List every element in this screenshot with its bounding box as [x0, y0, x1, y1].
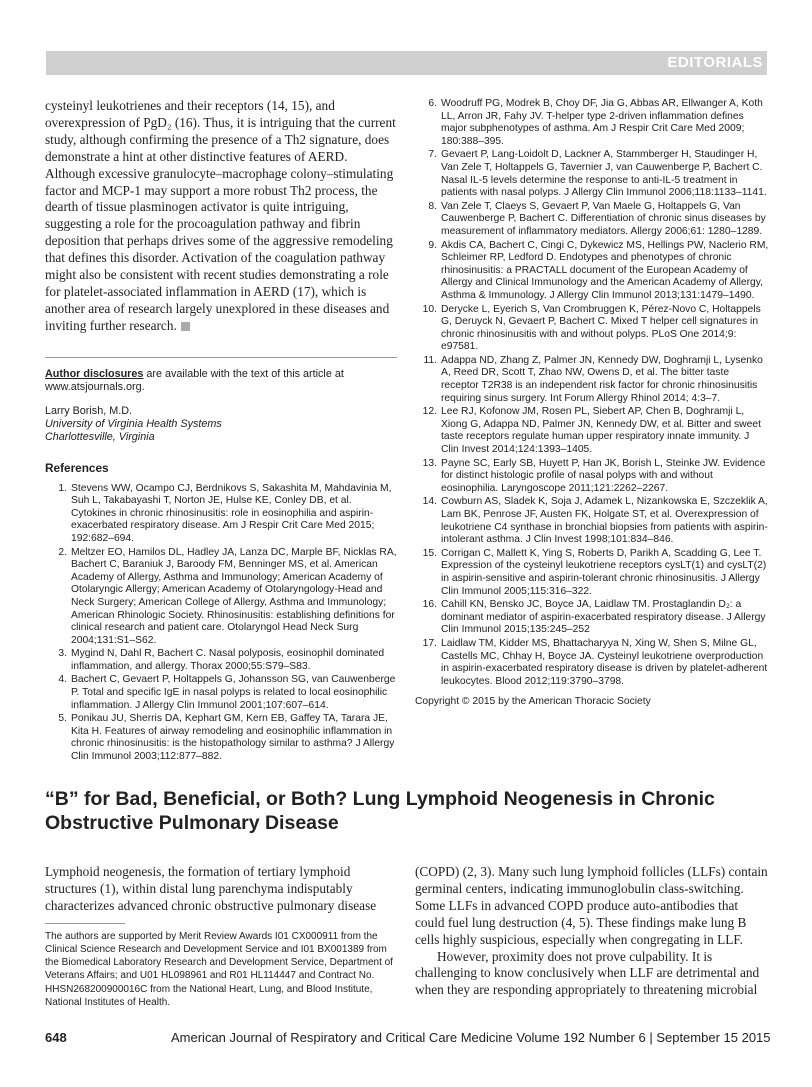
- reference-item: [415, 548, 769, 598]
- author-name: Larry Borish, M.D.: [45, 404, 132, 417]
- reference-item: [415, 240, 769, 303]
- reference-item: [415, 149, 769, 199]
- author-location: Charlottesville, Virginia: [45, 431, 155, 444]
- reference-text: Gevaert P, Lang-Loidolt D, Lackner A, Stammberger H, Staudinger H, Van Zele T, Holtappels G, Tavernier J, van Cauwenberge P, Bachert C. Nasal IL-5 levels determine the response to anti-IL-5 treatment in patients with nasal polyps. J Allergy Clin Immunol 2006;118:1133–1141.: [441, 149, 767, 199]
- reference-item: [415, 458, 769, 496]
- end-of-article-mark: [181, 322, 190, 331]
- reference-text: Bachert C, Gevaert P, Holtappels G, Johansson SG, van Cauwenberge P. Total and specific IgE in nasal polyps is related to local eosinophilic inflammation. J Allergy Clin Immunol 2001;107:607–614.: [71, 674, 396, 711]
- disclosure-text: are available with the text of this article at www.atsjournals.org.: [45, 367, 344, 394]
- reference-text: Payne SC, Early SB, Huyett P, Han JK, Borish L, Steinke JW. Evidence for distinct histologic profile of nasal polyps with and without eosinophilia. Laryngoscope 2011;121:2262–2267.: [441, 457, 766, 494]
- reference-number: 5.: [58, 713, 67, 725]
- article-right-column: [415, 864, 769, 999]
- author-block: [45, 405, 397, 445]
- author-disclosure: [45, 368, 397, 395]
- right-column: [415, 98, 769, 707]
- reference-number: 2.: [58, 546, 67, 558]
- body-paragraph: [45, 98, 397, 335]
- reference-item: [45, 648, 397, 673]
- reference-number: 14.: [422, 496, 437, 508]
- reference-number: 8.: [428, 200, 437, 212]
- author-affiliation: University of Virginia Health Systems: [45, 417, 222, 430]
- reference-number: 17.: [422, 637, 437, 649]
- reference-item: [415, 355, 769, 405]
- article-paragraph-1: (COPD) (2, 3). Many such lung lymphoid follicles (LLFs) contain germinal centers, indicating immunoglobulin class-switching. Some LLFs in advanced COPD produce auto-antibodies that could fuel lung destruction (4, 5). These findings make lung B cells highly suspicious, especially when congregating in LLF.: [415, 864, 768, 947]
- reference-text: Cahill KN, Bensko JC, Boyce JA, Laidlaw TM. Prostaglandin D₂: a dominant mediator of aspirin-exacerbated respiratory disease. J Allergy Clin Immunol 2015;135:245–252: [441, 599, 766, 636]
- reference-number: 13.: [422, 457, 437, 469]
- reference-item: [415, 406, 769, 456]
- reference-item: [45, 674, 397, 712]
- reference-number: 4.: [58, 674, 67, 686]
- reference-text: Lee RJ, Kofonow JM, Rosen PL, Siebert AP, Chen B, Doghramji L, Xiong G, Adappa ND, Palmer JN, Kennedy DW, et al. Bitter and sweet taste receptors regulate human upper respiratory innate immunity. J Clin Invest 2014;124:1393–1405.: [441, 406, 761, 456]
- page-number: 648: [45, 1030, 67, 1045]
- reference-text: Meltzer EO, Hamilos DL, Hadley JA, Lanza DC, Marple BF, Nicklas RA, Bachert C, Baraniuk J, Baroody FM, Benninger MS, et al. American Academy of Allergy, Asthma and Immunology; American Academy of Otolaryngic Allergy; American Academy of Otolaryngology-Head and Neck Surgery; American College of Allergy, Asthma and Immunology; American Rhinologic Society. Rhinosinusitis: establishing definitions for clinical research and patient care. Otolaryngol Head Neck Surg 2004;131:S1–S62.: [71, 546, 397, 646]
- footnote-divider: [45, 923, 125, 924]
- reference-text: Derycke L, Eyerich S, Van Crombruggen K, Pérez-Novo C, Holtappels G, Deruyck N, Gevaert P, Bachert C. Mixed T helper cell signatures in chronic rhinosinusitis with and without polyps. PLoS One 2014;9: e97581.: [441, 303, 761, 353]
- article-title: “B” for Bad, Beneficial, or Both? Lung Lymphoid Neogenesis in Chronic Obstructive Pulmonary Disease: [45, 788, 715, 834]
- reference-text: Corrigan C, Mallett K, Ying S, Roberts D, Parikh A, Scadding G, Lee T. Expression of the cysteinyl leukotriene receptors cysLT(1) and cysLT(2) in aspirin-sensitive and aspirin-tolerant chronic rhinosinusitis. J Allergy Clin Immunol 2005;115:316–322.: [441, 547, 767, 597]
- reference-text: Akdis CA, Bachert C, Cingi C, Dykewicz MS, Hellings PW, Naclerio RM, Schleimer RP, Ledford D. Endotypes and phenotypes of chronic rhinosinusitis: a PRACTALL document of the European Academy of Allergy and Clinical Immunology and the American Academy of Allergy, Asthma & Immunology. J Allergy Clin Immunol 2013;131:1479–1490.: [441, 239, 769, 301]
- reference-number: 11.: [423, 354, 437, 366]
- reference-text: Van Zele T, Claeys S, Gevaert P, Van Maele G, Holtappels G, Van Cauwenberge P, Bachert C. Differentiation of chronic sinus diseases by measurement of inflammatory mediators. Allergy 2006;61: 1280–1289.: [441, 200, 766, 237]
- left-column: [45, 98, 397, 765]
- reference-text: Stevens WW, Ocampo CJ, Berdnikovs S, Sakashita M, Mahdavinia M, Suh L, Takabayashi T, Norton JE, Hulse KE, Conley DB, et al. Cytokines in chronic rhinosinusitis: role in eosinophilia and aspirin-exacerbated respiratory disease. Am J Respir Crit Care Med 2015; 192:682–694.: [71, 482, 392, 544]
- reference-number: 1.: [58, 482, 67, 494]
- reference-number: 9.: [428, 239, 437, 251]
- divider: [45, 357, 397, 358]
- reference-number: 6.: [428, 98, 437, 109]
- section-label: EDITORIALS: [667, 54, 763, 71]
- reference-item: [45, 547, 397, 648]
- reference-item: [45, 713, 397, 763]
- reference-list-right: [415, 98, 769, 688]
- reference-text: Mygind N, Dahl R, Bachert C. Nasal polyposis, eosinophil dominated inflammation, and allergy. Thorax 2000;55:S79–S83.: [71, 648, 385, 672]
- journal-citation: American Journal of Respiratory and Critical Care Medicine Volume 192 Number 6 | September 15 2015: [171, 1030, 771, 1045]
- reference-text: Cowburn AS, Sladek K, Soja J, Adamek L, Nizankowska E, Szczeklik A, Lam BK, Penrose JF, Austen FK, Holgate ST, et al. Overexpression of leukotriene C4 synthase in bronchial biopsies from patients with aspirin-intolerant asthma. J Clin Invest 1998;101:834–846.: [441, 496, 768, 546]
- article-intro-paragraph: Lymphoid neogenesis, the formation of tertiary lymphoid structures (1), within distal lung parenchyma indisputably characterizes advanced chronic obstructive pulmonary disease: [45, 864, 377, 913]
- article-paragraph-2: However, proximity does not prove culpability. It is challenging to know conclusively when LLF are detrimental and when they are responding appropriately to threatening microbial: [415, 948, 760, 998]
- reference-item: [415, 98, 769, 148]
- reference-item: [415, 496, 769, 546]
- reference-text: Ponikau JU, Sherris DA, Kephart GM, Kern EB, Gaffey TA, Tarara JE, Kita H. Features of airway remodeling and eosinophilic inflammation in chronic rhinosinusitis: is the histopathology similar to asthma? J Allergy Clin Immunol 2003;112:877–882.: [71, 713, 395, 763]
- reference-number: 3.: [58, 648, 67, 660]
- reference-list-left: [45, 483, 397, 764]
- reference-number: 7.: [428, 149, 437, 161]
- reference-number: 15.: [422, 547, 437, 559]
- reference-text: Woodruff PG, Modrek B, Choy DF, Jia G, Abbas AR, Ellwanger A, Koth LL, Arron JR, Fahy JV. T-helper type 2-driven inflammation defines major subphenotypes of asthma. Am J Respir Crit Care Med 2009; 180:388–395.: [441, 98, 763, 147]
- reference-text: Adappa ND, Zhang Z, Palmer JN, Kennedy DW, Doghramji L, Lysenko A, Reed DR, Scott T, Zhao NW, Owens D, et al. The bitter taste receptor T2R38 is an independent risk factor for chronic rhinosinusitis requiring sinus surgery. Int Forum Allergy Rhinol 2014; 4:3–7.: [441, 354, 763, 404]
- reference-item: [415, 638, 769, 688]
- section-banner: [46, 51, 767, 75]
- reference-item: [415, 304, 769, 354]
- reference-text: Laidlaw TM, Kidder MS, Bhattacharyya N, Xing W, Shen S, Milne GL, Castells MC, Chhay H, Boyce JA. Cysteinyl leukotriene overproduction in aspirin-exacerbated respiratory disease is driven by platelet-adherent leukocytes. Blood 2012;119:3790–3798.: [441, 637, 768, 687]
- reference-number: 10.: [422, 303, 437, 315]
- reference-item: [415, 201, 769, 239]
- disclosure-link[interactable]: Author disclosures: [45, 367, 144, 380]
- reference-number: 12.: [422, 406, 437, 418]
- reference-number: 16.: [422, 599, 437, 611]
- reference-item: [45, 483, 397, 546]
- references-heading: References: [45, 460, 109, 475]
- reference-item: [415, 599, 769, 637]
- paragraph-text: cysteinyl leukotrienes and their receptors (14, 15), and overexpression of PgD₂ (16). Thus, it is intriguing that the current study, although confirming the presence of a Th2 signature, does demonstrate a hint at other distinctive features of AERD. Although excessive granulocyte–macrophage colony–stimulating factor and MCP-1 may support a more robust Th2 process, the dearth of tissue plasminogen activator is quite intriguing, suggesting a role for the procoagulation pathway and fibrin deposition that perhaps drives some of the aggressive remodeling that defines this disorder. Activation of the coagulation pathway might also be consistent with recent studies demonstrating a role for platelet-associated inflammation in AERD (17), which is another area of research largely unexplored in these diseases and inviting further research.: [45, 98, 396, 333]
- copyright-notice: Copyright © 2015 by the American Thoracic Society: [415, 696, 651, 708]
- funding-footnote: The authors are supported by Merit Review Awards I01 CX000911 from the Clinical Science Research and Development Service and I01 BX001389 from the Biomedical Laboratory Research and Development Service, Department of Veterans Affairs; and U01 HL098961 and R01 HL114447 and Contract No. HHSN268200900016C from the National Heart, Lung, and Blood Institute, National Institutes of Health.: [45, 930, 393, 1008]
- article-left-column: [45, 864, 397, 1009]
